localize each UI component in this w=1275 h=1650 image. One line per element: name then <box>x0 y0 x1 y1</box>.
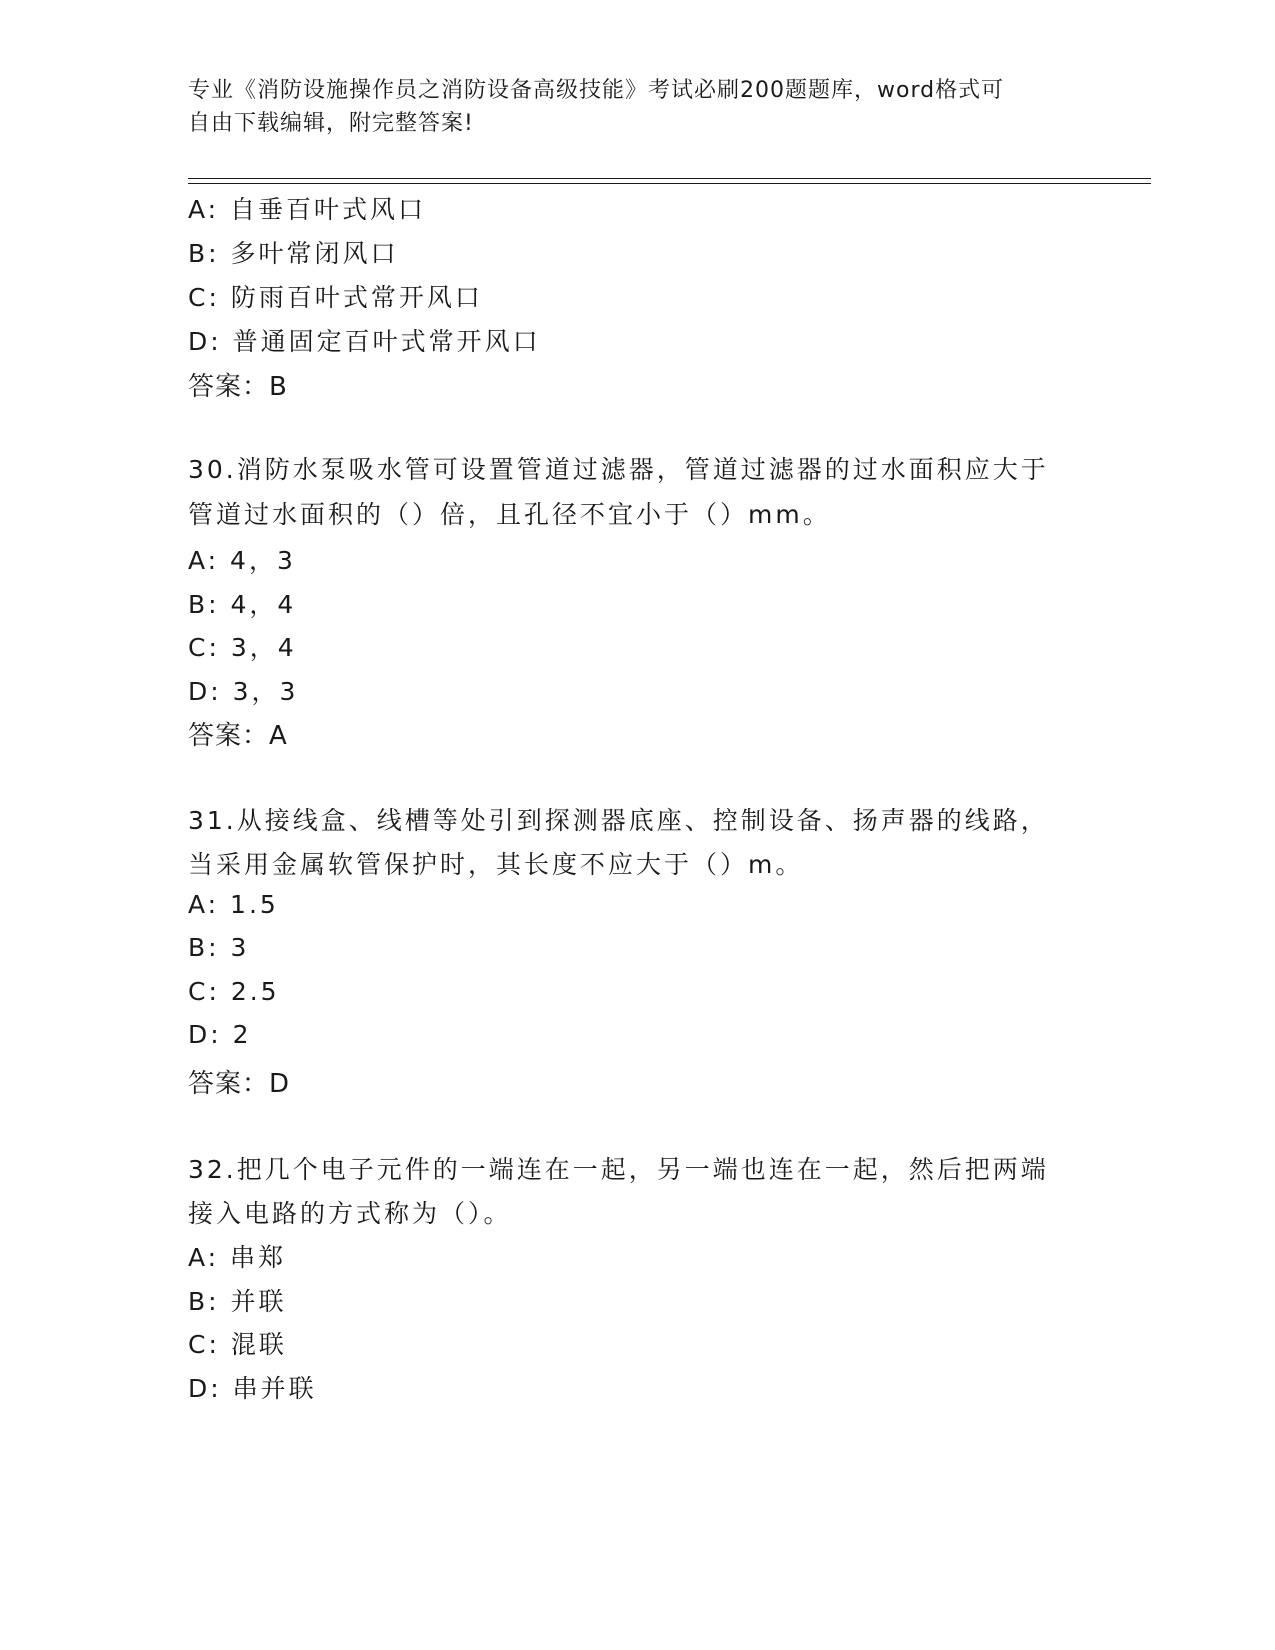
answer: 答案：B <box>188 372 288 402</box>
answer: 答案：D <box>188 1069 291 1099</box>
header-divider-bottom <box>188 183 1151 184</box>
option-d: D: 3，3 <box>188 677 299 706</box>
option-b: B: 多叶常闭风口 <box>188 239 399 268</box>
question-text-line-1: 32.把几个电子元件的一端连在一起，另一端也连在一起，然后把两端 <box>188 1155 1049 1184</box>
header-line-2: 自由下载编辑，附完整答案! <box>188 111 474 136</box>
option-d: D: 串并联 <box>188 1374 317 1403</box>
option-d: D: 普通固定百叶式常开风口 <box>188 327 541 356</box>
header-divider-top <box>188 178 1151 179</box>
option-d: D: 2 <box>188 1020 252 1049</box>
option-c: C: 防雨百叶式常开风口 <box>188 283 483 312</box>
question-text-line-2: 接入电路的方式称为（）。 <box>188 1199 512 1228</box>
option-a: A: 1.5 <box>188 890 279 919</box>
answer: 答案：A <box>188 721 288 751</box>
option-c: C: 混联 <box>188 1330 287 1359</box>
option-b: B: 3 <box>188 933 250 962</box>
option-c: C: 2.5 <box>188 977 280 1006</box>
option-b: B: 4，4 <box>188 590 297 619</box>
option-b: B: 并联 <box>188 1287 287 1316</box>
option-a: A: 4，3 <box>188 546 296 575</box>
question-text-line-1: 30.消防水泵吸水管可设置管道过滤器，管道过滤器的过水面积应大于 <box>188 455 1049 484</box>
option-c: C: 3，4 <box>188 633 297 662</box>
option-a: A: 串郑 <box>188 1243 287 1272</box>
question-text-line-2: 当采用金属软管保护时，其长度不应大于（）m。 <box>188 850 804 879</box>
header-line-1: 专业《消防设施操作员之消防设备高级技能》考试必刷200题题库，word格式可 <box>188 78 1005 103</box>
option-a: A: 自垂百叶式风口 <box>188 195 427 224</box>
question-text-line-1: 31.从接线盒、线槽等处引到探测器底座、控制设备、扬声器的线路， <box>188 806 1049 835</box>
question-text-line-2: 管道过水面积的（）倍，且孔径不宜小于（）mm。 <box>188 500 831 529</box>
document-header <box>188 74 1078 140</box>
